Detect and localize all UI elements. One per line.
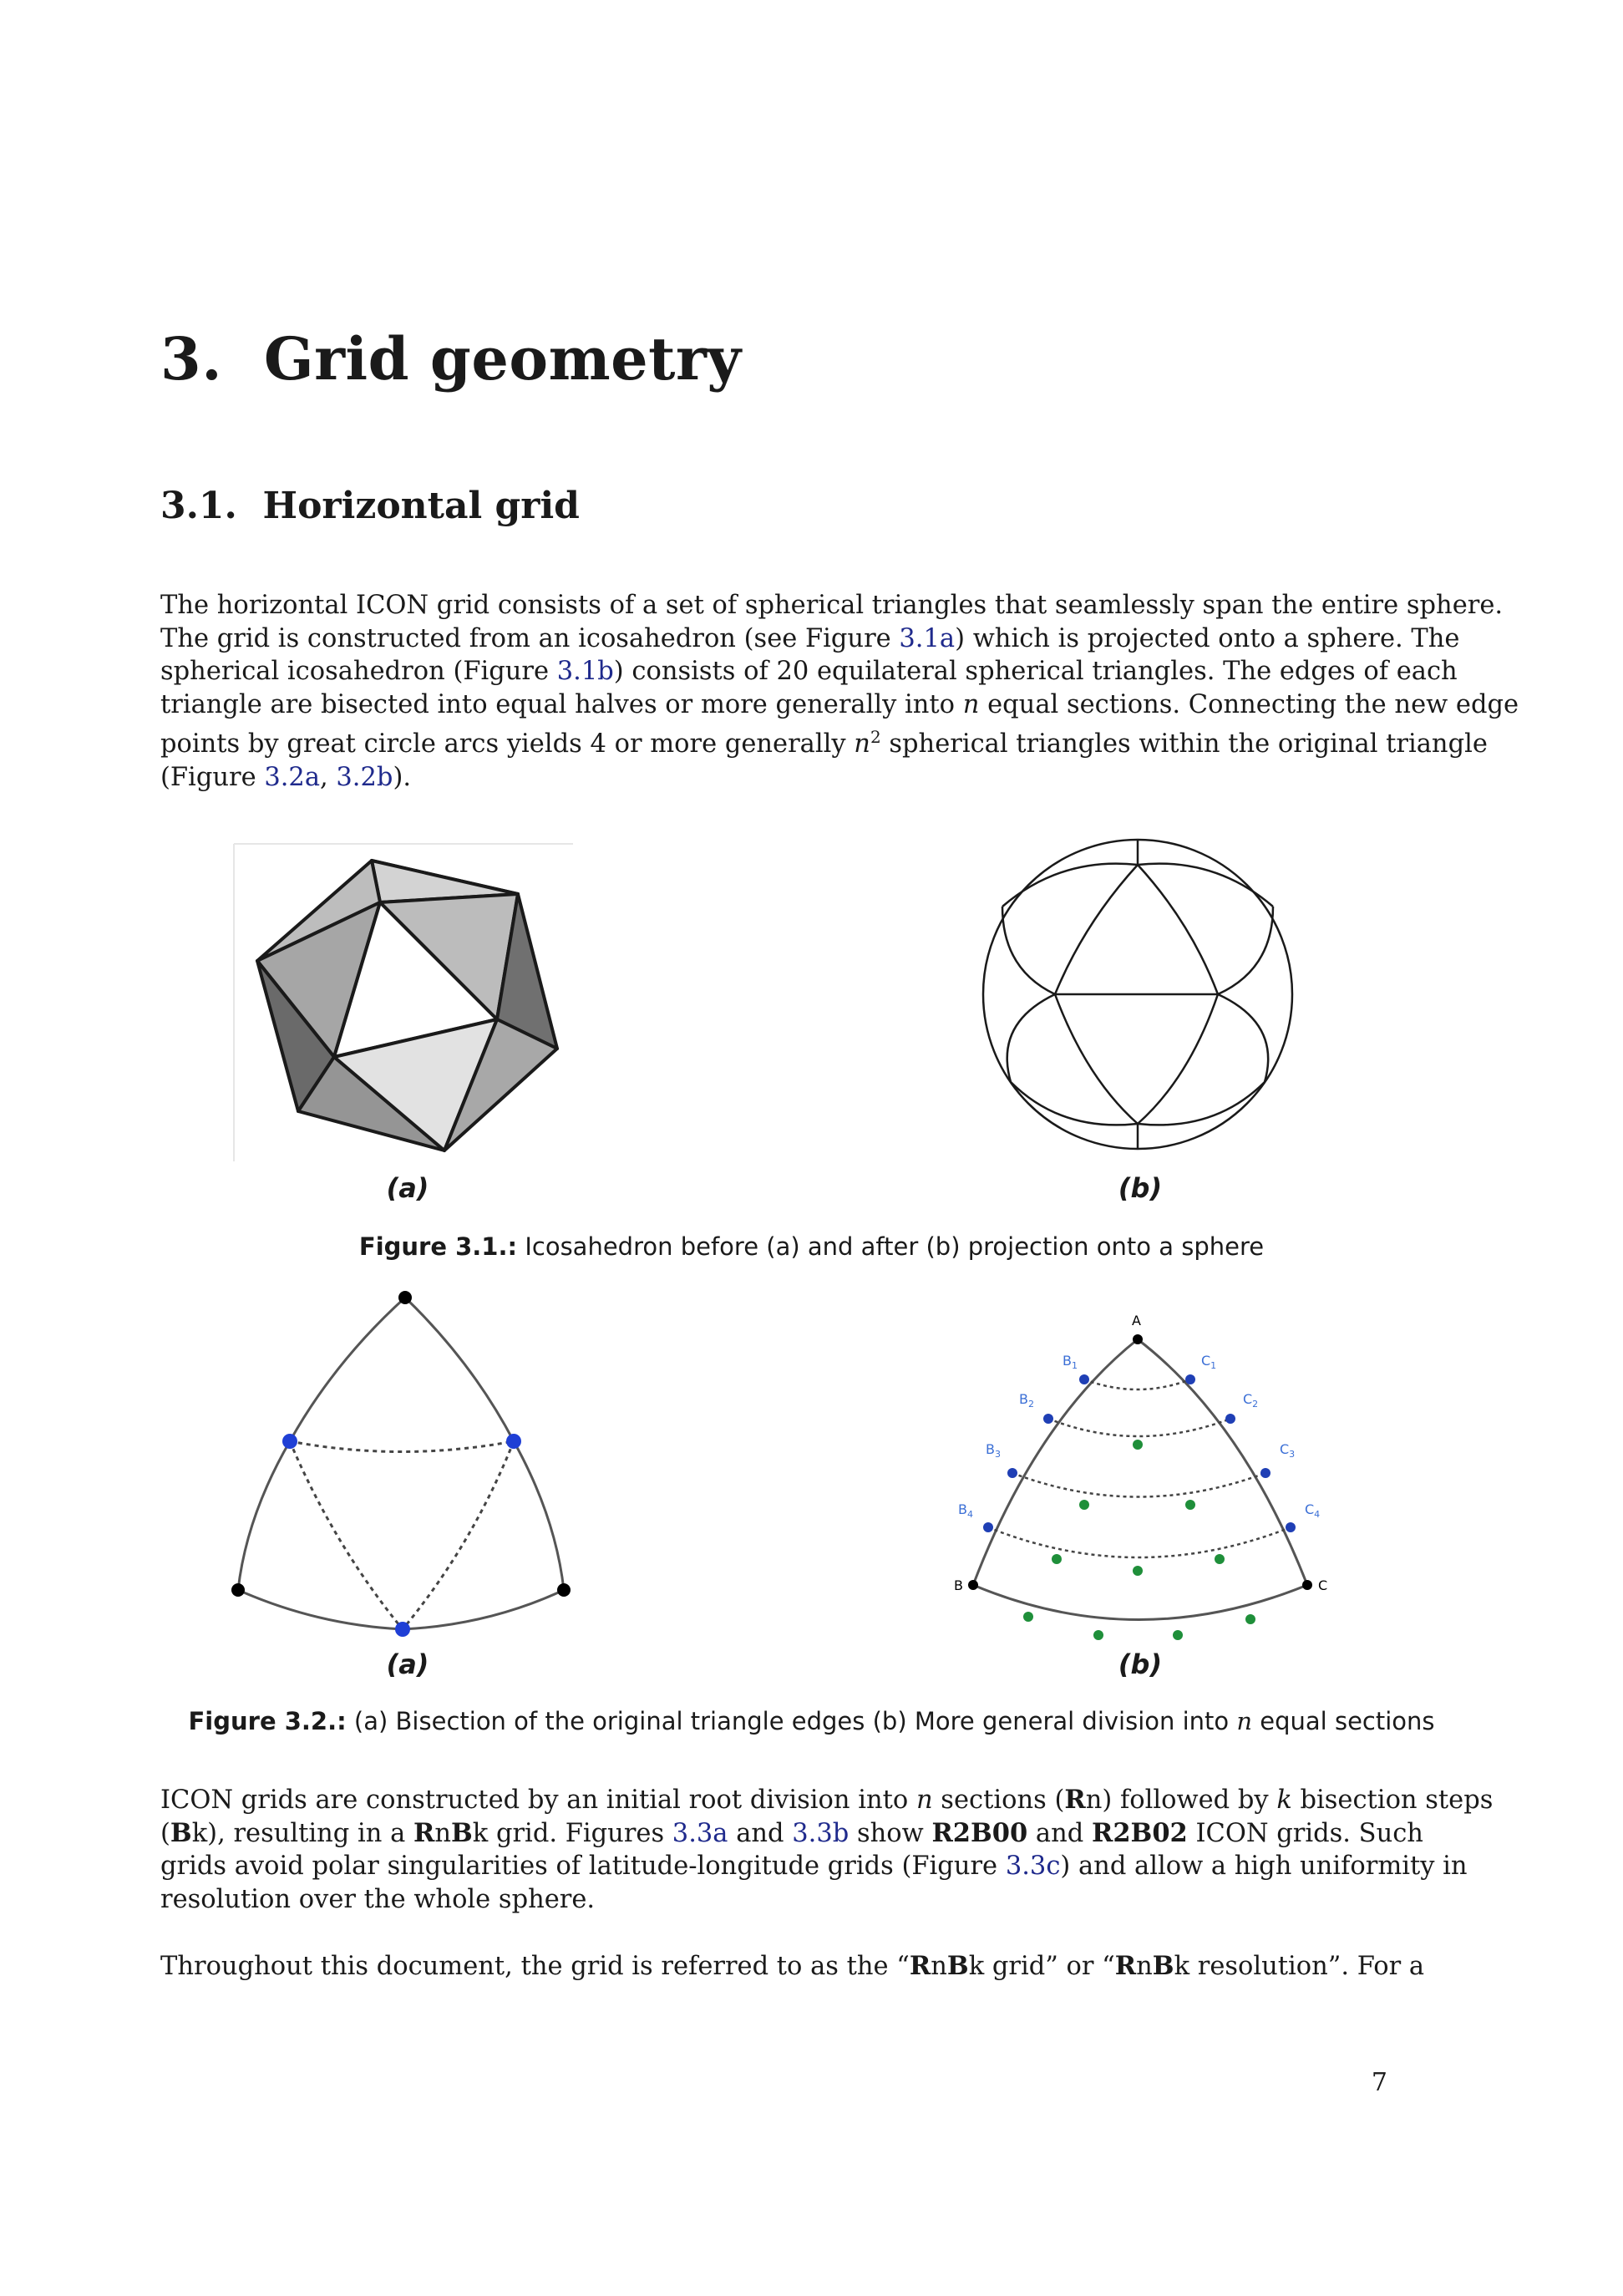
- section-title: [160, 485, 580, 527]
- page-number: 7: [1371, 2068, 1387, 2097]
- label-c4: $C_4$: [1305, 1501, 1321, 1520]
- subfigure-label-b: (b): [1118, 1172, 1163, 1204]
- subfigure-label-b: (b): [1118, 1648, 1163, 1680]
- label-b3: $B_3$: [986, 1441, 1001, 1460]
- edge-point-c3: [1260, 1468, 1271, 1478]
- edge-point: [1023, 1612, 1033, 1622]
- vertex-b: [968, 1580, 978, 1590]
- text-line: Throughout this document, the grid is referred to as the “RnBk grid” or “RnBk resolution”. For a: [160, 1951, 1425, 1981]
- edge-point: [1173, 1630, 1183, 1640]
- midpoint: [282, 1434, 297, 1449]
- text-line: The grid is constructed from an icosahedron (see Figure 3.1a) which is projected onto a sphere. The: [160, 623, 1460, 653]
- vertex-point: [398, 1291, 412, 1304]
- midpoint: [506, 1434, 521, 1449]
- label-c3: $C_3$: [1280, 1441, 1296, 1460]
- edge-point: [1245, 1614, 1255, 1624]
- figure-3-1-caption: [0, 1232, 1623, 1261]
- chapter-title: [160, 324, 742, 394]
- figure-ref-link[interactable]: 3.3b: [792, 1818, 850, 1848]
- caption-label: Figure 3.2.:: [188, 1707, 347, 1735]
- edge-point: [1093, 1630, 1103, 1640]
- section-number: 3.1.: [160, 485, 237, 527]
- figure-ref-link[interactable]: 3.3a: [672, 1818, 728, 1848]
- paragraph-grid-naming: [160, 1784, 1494, 1916]
- interior-point: [1185, 1500, 1195, 1510]
- figure-ref-link[interactable]: 3.1a: [899, 623, 956, 653]
- edge-point-c2: [1225, 1414, 1235, 1424]
- text-line: grids avoid polar singularities of latitude-longitude grids (Figure 3.3c) and allow a high uniformity in: [160, 1852, 1468, 1881]
- figure-ref-link[interactable]: 3.1b: [556, 657, 614, 686]
- bisection-triangle-figure: [226, 1287, 576, 1638]
- edge-point-b2: [1043, 1414, 1053, 1424]
- interior-point: [1079, 1500, 1089, 1510]
- interior-point: [1215, 1554, 1225, 1564]
- label-b4: $B_4$: [958, 1501, 973, 1520]
- edge-point-c1: [1185, 1374, 1195, 1384]
- label-c1: $C_1$: [1201, 1353, 1217, 1371]
- text-line: resolution over the whole sphere.: [160, 1884, 596, 1914]
- interior-point: [1133, 1440, 1143, 1450]
- edge-point-b4: [983, 1522, 993, 1532]
- chapter-title-text: Grid geometry: [263, 324, 742, 394]
- figure-ref-link[interactable]: 3.2a: [264, 762, 321, 792]
- label-b1: $B_1$: [1063, 1353, 1078, 1371]
- figure-3-2-caption: Figure 3.2.: (a) Bisection of the original triangle edges (b) More general division into n equal sections: [188, 1707, 1435, 1735]
- paragraph-intro: [160, 589, 1519, 794]
- general-division-figure: [944, 1295, 1345, 1646]
- label-b: B: [954, 1577, 963, 1593]
- edge-point-b3: [1007, 1468, 1017, 1478]
- figure-ref-link[interactable]: 3.3c: [1005, 1852, 1061, 1881]
- vertex-c: [1302, 1580, 1312, 1590]
- text-line: The horizontal ICON grid consists of a set of spherical triangles that seamlessly span the entire sphere.: [160, 591, 1504, 620]
- interior-point: [1133, 1566, 1143, 1576]
- label-c2: $C_2$: [1243, 1391, 1259, 1410]
- paragraph-throughout: [160, 1950, 1425, 1984]
- text-line: (Figure 3.2a, 3.2b).: [160, 762, 412, 792]
- subfigure-label-a: (a): [386, 1172, 429, 1204]
- edge-point-c4: [1286, 1522, 1296, 1532]
- label-a: A: [1132, 1313, 1141, 1328]
- midpoint: [395, 1622, 410, 1637]
- interior-point: [1052, 1554, 1062, 1564]
- chapter-number: 3.: [160, 324, 223, 394]
- vertex-point: [557, 1583, 571, 1597]
- text-line: (Bk), resulting in a RnBk grid. Figures 3.3a and 3.3b show R2B00 and R2B02 ICON grids. Such: [160, 1817, 1423, 1848]
- icosahedron-figure: [232, 842, 575, 1164]
- vertex-a: [1133, 1334, 1143, 1344]
- text-line: triangle are bisected into equal halves or more generally into n equal sections. Connecting the new edge: [160, 689, 1519, 719]
- subfigure-label-a: (a): [386, 1648, 429, 1680]
- text-line: spherical icosahedron (Figure 3.1b) consists of 20 equilateral spherical triangles. The edges of each: [160, 657, 1458, 686]
- vertex-point: [231, 1583, 245, 1597]
- text-line: points by great circle arcs yields 4 or more generally $n^2$ spherical triangles within the original triangle: [160, 727, 1488, 759]
- label-c: C: [1318, 1577, 1328, 1593]
- spherical-icosahedron-figure: [977, 834, 1295, 1156]
- text-line: ICON grids are constructed by an initial root division into n sections (Rn) followed by k bisection steps: [160, 1785, 1494, 1815]
- caption-text: Icosahedron before (a) and after (b) projection onto a sphere: [517, 1232, 1265, 1261]
- label-b2: $B_2$: [1019, 1391, 1034, 1410]
- caption-label: Figure 3.1.:: [358, 1232, 518, 1261]
- figure-ref-link[interactable]: 3.2b: [336, 762, 393, 792]
- edge-point-b1: [1079, 1374, 1089, 1384]
- section-title-text: Horizontal grid: [262, 485, 580, 527]
